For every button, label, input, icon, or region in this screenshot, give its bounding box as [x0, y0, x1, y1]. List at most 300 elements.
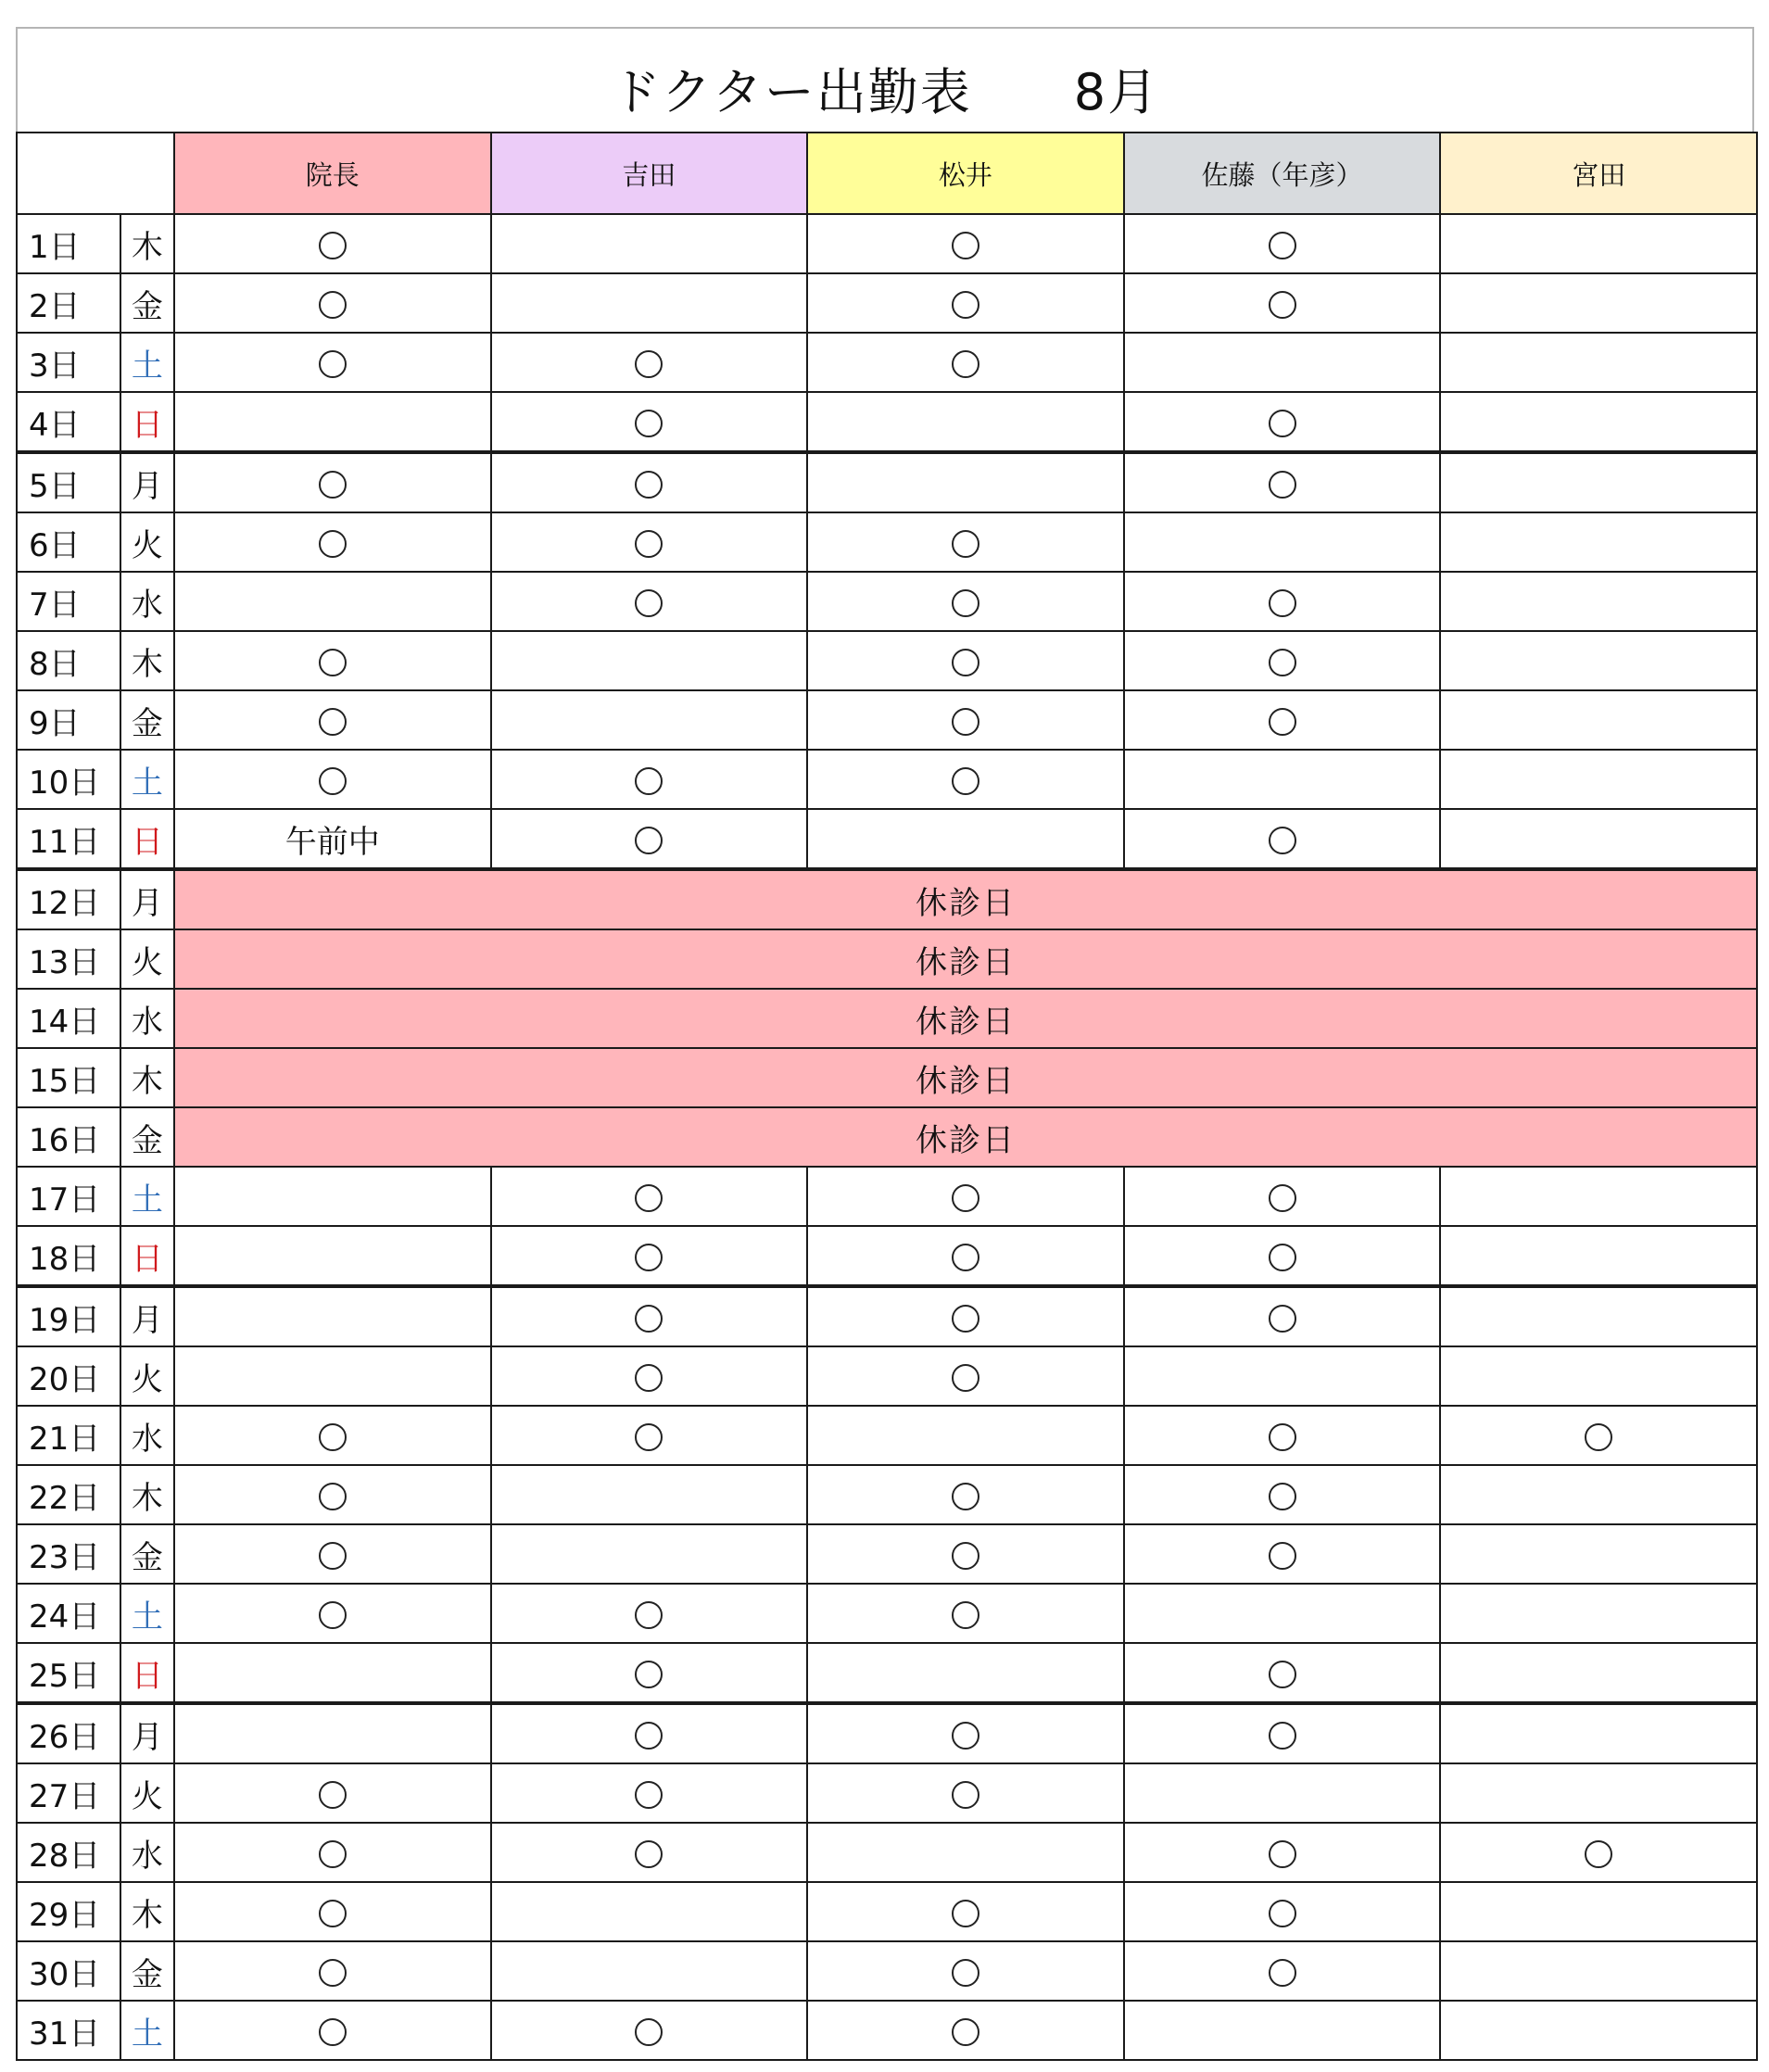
date-cell: 6日: [17, 512, 120, 572]
attendance-cell: [174, 690, 491, 750]
attendance-cell: [1124, 1167, 1441, 1226]
attendance-cell: [174, 1465, 491, 1524]
date-cell: 15日: [17, 1048, 120, 1107]
day-row: [17, 1406, 1757, 1465]
attendance-cell: [1124, 1703, 1441, 1763]
attendance-cell: [1440, 333, 1757, 392]
date-cell: 3日: [17, 333, 120, 392]
attendance-cell: [491, 333, 808, 392]
attendance-cell: [1124, 273, 1441, 333]
attendance-cell: [1124, 1524, 1441, 1584]
weekday-cell: 木: [120, 631, 174, 690]
attendance-mark: [952, 1244, 979, 1271]
attendance-note: 午前中: [284, 823, 380, 861]
weekday-cell: 月: [120, 1703, 174, 1763]
attendance-cell: [491, 1584, 808, 1643]
weekday-cell: 月: [120, 869, 174, 929]
day-row: [17, 1941, 1757, 2001]
date-cell: 7日: [17, 572, 120, 631]
attendance-cell: [1440, 1465, 1757, 1524]
date-cell: 27日: [17, 1763, 120, 1823]
attendance-cell: [1440, 750, 1757, 809]
attendance-mark: [319, 350, 347, 378]
date-cell: 28日: [17, 1823, 120, 1882]
attendance-cell: [807, 1763, 1124, 1823]
date-cell: 11日: [17, 809, 120, 869]
date-cell: 19日: [17, 1286, 120, 1346]
attendance-mark: [635, 410, 663, 437]
day-row: [17, 929, 1757, 989]
attendance-cell: [174, 333, 491, 392]
attendance-mark: [635, 1244, 663, 1271]
attendance-cell: [1124, 1941, 1441, 2001]
attendance-cell: [491, 1465, 808, 1524]
date-cell: 14日: [17, 989, 120, 1048]
date-cell: 25日: [17, 1643, 120, 1703]
attendance-mark: [1269, 471, 1296, 499]
attendance-cell: [1124, 1465, 1441, 1524]
attendance-cell: [807, 1823, 1124, 1882]
attendance-cell: [1440, 1643, 1757, 1703]
attendance-mark: [952, 708, 979, 736]
weekday-cell: 土: [120, 333, 174, 392]
day-row: [17, 333, 1757, 392]
attendance-mark: [1585, 1840, 1612, 1868]
day-row: [17, 273, 1757, 333]
attendance-mark: [319, 471, 347, 499]
weekday-cell: 土: [120, 1167, 174, 1226]
attendance-cell: [491, 750, 808, 809]
attendance-cell: [1440, 1882, 1757, 1941]
weekday-cell: 水: [120, 989, 174, 1048]
attendance-cell: [1124, 1346, 1441, 1406]
attendance-cell: [1440, 1167, 1757, 1226]
attendance-mark: [635, 767, 663, 795]
attendance-mark: [319, 1423, 347, 1451]
weekday-cell: 金: [120, 690, 174, 750]
attendance-mark: [952, 291, 979, 319]
attendance-mark: [952, 2018, 979, 2046]
attendance-table: [16, 132, 1758, 2061]
weekday-cell: 土: [120, 2001, 174, 2060]
attendance-mark: [635, 530, 663, 558]
doctor-header: 吉田: [491, 133, 808, 214]
day-row: [17, 1703, 1757, 1763]
day-row: [17, 1763, 1757, 1823]
closed-day-cell: 休診日: [174, 929, 1757, 989]
attendance-mark: [1269, 708, 1296, 736]
attendance-mark: [952, 232, 979, 259]
attendance-mark: [635, 589, 663, 617]
attendance-cell: [1124, 1882, 1441, 1941]
date-cell: 9日: [17, 690, 120, 750]
closed-day-cell: 休診日: [174, 1048, 1757, 1107]
attendance-mark: [1269, 410, 1296, 437]
attendance-cell: [807, 1524, 1124, 1584]
attendance-mark: [635, 2018, 663, 2046]
attendance-cell: [1440, 1823, 1757, 1882]
attendance-mark: [319, 708, 347, 736]
attendance-mark: [1269, 827, 1296, 854]
day-row: [17, 1226, 1757, 1286]
day-row: [17, 452, 1757, 512]
attendance-mark: [952, 1601, 979, 1629]
day-row: [17, 1643, 1757, 1703]
day-row: [17, 214, 1757, 273]
attendance-cell: [174, 1584, 491, 1643]
attendance-cell: [807, 1286, 1124, 1346]
attendance-mark: [319, 1840, 347, 1868]
attendance-mark: [1269, 1423, 1296, 1451]
day-row: [17, 989, 1757, 1048]
attendance-cell: [807, 214, 1124, 273]
attendance-cell: [1440, 1524, 1757, 1584]
date-cell: 31日: [17, 2001, 120, 2060]
day-row: [17, 1465, 1757, 1524]
weekday-cell: 月: [120, 452, 174, 512]
day-row: [17, 392, 1757, 452]
attendance-cell: [174, 512, 491, 572]
closed-day-cell: 休診日: [174, 989, 1757, 1048]
attendance-mark: [952, 1959, 979, 1987]
attendance-cell: [491, 452, 808, 512]
attendance-mark: [319, 1483, 347, 1510]
attendance-mark: [635, 471, 663, 499]
attendance-mark: [1269, 1722, 1296, 1750]
day-row: [17, 1882, 1757, 1941]
weekday-cell: 土: [120, 750, 174, 809]
attendance-cell: [1124, 333, 1441, 392]
attendance-cell: [174, 572, 491, 631]
attendance-cell: [1124, 572, 1441, 631]
attendance-mark: [635, 1840, 663, 1868]
attendance-mark: [319, 1542, 347, 1570]
attendance-cell: [174, 273, 491, 333]
attendance-cell: [491, 2001, 808, 2060]
attendance-cell: [491, 572, 808, 631]
day-row: [17, 631, 1757, 690]
attendance-cell: [1440, 1941, 1757, 2001]
weekday-cell: 水: [120, 1823, 174, 1882]
attendance-cell: [174, 1823, 491, 1882]
attendance-cell: [1440, 1406, 1757, 1465]
attendance-mark: [1269, 1840, 1296, 1868]
attendance-mark: [952, 767, 979, 795]
attendance-mark: [1269, 589, 1296, 617]
date-cell: 23日: [17, 1524, 120, 1584]
date-cell: 1日: [17, 214, 120, 273]
attendance-cell: [491, 1882, 808, 1941]
attendance-cell: [1440, 2001, 1757, 2060]
weekday-cell: 木: [120, 1048, 174, 1107]
attendance-mark: [1269, 1305, 1296, 1333]
day-row: [17, 572, 1757, 631]
attendance-cell: [1440, 631, 1757, 690]
header-row: [17, 133, 1757, 214]
attendance-mark: [952, 1364, 979, 1392]
attendance-cell: [807, 1346, 1124, 1406]
schedule-body: [17, 214, 1757, 2060]
attendance-mark: [635, 1364, 663, 1392]
attendance-cell: [1440, 512, 1757, 572]
attendance-cell: [491, 1643, 808, 1703]
attendance-mark: [1269, 1184, 1296, 1212]
attendance-cell: [1440, 1763, 1757, 1823]
attendance-cell: [174, 1763, 491, 1823]
weekday-cell: 木: [120, 214, 174, 273]
attendance-cell: [807, 631, 1124, 690]
attendance-mark: [1269, 1959, 1296, 1987]
date-cell: 29日: [17, 1882, 120, 1941]
attendance-cell: [1124, 1406, 1441, 1465]
attendance-mark: [1269, 1661, 1296, 1688]
attendance-mark: [952, 1542, 979, 1570]
attendance-cell: [1124, 809, 1441, 869]
attendance-cell: [491, 1763, 808, 1823]
doctor-header: 松井: [807, 133, 1124, 214]
weekday-cell: 日: [120, 809, 174, 869]
attendance-cell: [491, 512, 808, 572]
attendance-cell: [174, 1524, 491, 1584]
attendance-mark: [319, 1959, 347, 1987]
attendance-cell: [807, 572, 1124, 631]
date-cell: 20日: [17, 1346, 120, 1406]
doctor-header: 佐藤（年彦）: [1124, 133, 1441, 214]
attendance-cell: [491, 1167, 808, 1226]
attendance-cell: [174, 1406, 491, 1465]
attendance-cell: [1124, 452, 1441, 512]
attendance-cell: [174, 1226, 491, 1286]
attendance-cell: [174, 1703, 491, 1763]
attendance-cell: [491, 273, 808, 333]
weekday-cell: 日: [120, 392, 174, 452]
attendance-mark: [1269, 1542, 1296, 1570]
attendance-cell: [1440, 392, 1757, 452]
attendance-cell: [491, 1823, 808, 1882]
attendance-cell: [491, 1703, 808, 1763]
day-row: [17, 1346, 1757, 1406]
attendance-cell: [174, 1286, 491, 1346]
day-row: [17, 1584, 1757, 1643]
attendance-mark: [952, 649, 979, 676]
date-cell: 4日: [17, 392, 120, 452]
attendance-mark: [952, 1184, 979, 1212]
doctor-header: 宮田: [1440, 133, 1757, 214]
attendance-cell: [807, 452, 1124, 512]
attendance-mark: [319, 649, 347, 676]
attendance-mark: [952, 530, 979, 558]
attendance-cell: [807, 273, 1124, 333]
attendance-cell: [174, 631, 491, 690]
attendance-cell: [174, 1882, 491, 1941]
attendance-cell: [1440, 1346, 1757, 1406]
attendance-mark: [635, 1601, 663, 1629]
attendance-cell: [491, 1286, 808, 1346]
attendance-cell: [1440, 452, 1757, 512]
weekday-cell: 火: [120, 1763, 174, 1823]
date-cell: 8日: [17, 631, 120, 690]
day-row: [17, 750, 1757, 809]
attendance-mark: [635, 1781, 663, 1809]
attendance-cell: [807, 1882, 1124, 1941]
date-cell: 12日: [17, 869, 120, 929]
attendance-mark: [319, 530, 347, 558]
attendance-mark: [952, 1900, 979, 1927]
attendance-cell: [807, 1465, 1124, 1524]
page-title: [18, 53, 1752, 124]
weekday-cell: 木: [120, 1465, 174, 1524]
attendance-cell: [1124, 1763, 1441, 1823]
day-row: [17, 1823, 1757, 1882]
attendance-cell: [1440, 214, 1757, 273]
weekday-cell: 火: [120, 929, 174, 989]
attendance-cell: [1440, 1226, 1757, 1286]
day-row: [17, 1524, 1757, 1584]
attendance-cell: [174, 809, 491, 869]
attendance-cell: [174, 392, 491, 452]
date-cell: 13日: [17, 929, 120, 989]
attendance-mark: [952, 1722, 979, 1750]
weekday-cell: 日: [120, 1643, 174, 1703]
attendance-mark: [1269, 649, 1296, 676]
attendance-cell: [807, 690, 1124, 750]
attendance-mark: [635, 1184, 663, 1212]
title-bar: [16, 27, 1754, 132]
weekday-cell: 金: [120, 1524, 174, 1584]
attendance-cell: [807, 1703, 1124, 1763]
attendance-cell: [1124, 1226, 1441, 1286]
attendance-cell: [491, 1346, 808, 1406]
attendance-cell: [1124, 214, 1441, 273]
attendance-mark: [952, 1483, 979, 1510]
attendance-cell: [491, 1226, 808, 1286]
attendance-cell: [1440, 1584, 1757, 1643]
day-row: [17, 1107, 1757, 1167]
attendance-mark: [635, 1722, 663, 1750]
attendance-cell: [174, 2001, 491, 2060]
attendance-cell: [174, 1167, 491, 1226]
attendance-mark: [1269, 1244, 1296, 1271]
date-cell: 18日: [17, 1226, 120, 1286]
attendance-mark: [319, 291, 347, 319]
weekday-cell: 金: [120, 1107, 174, 1167]
attendance-cell: [174, 214, 491, 273]
attendance-mark: [952, 1305, 979, 1333]
date-cell: 26日: [17, 1703, 120, 1763]
day-row: [17, 1286, 1757, 1346]
weekday-cell: 水: [120, 1406, 174, 1465]
day-row: [17, 1048, 1757, 1107]
day-row: [17, 2001, 1757, 2060]
date-cell: 21日: [17, 1406, 120, 1465]
attendance-cell: [807, 750, 1124, 809]
attendance-cell: [1440, 1703, 1757, 1763]
attendance-cell: [807, 1643, 1124, 1703]
date-cell: 10日: [17, 750, 120, 809]
title-text: ドクター出勤表: [610, 63, 972, 121]
attendance-cell: [1124, 1584, 1441, 1643]
attendance-mark: [635, 1423, 663, 1451]
attendance-cell: [174, 1346, 491, 1406]
date-cell: 16日: [17, 1107, 120, 1167]
attendance-cell: [807, 512, 1124, 572]
attendance-cell: [1124, 690, 1441, 750]
weekday-cell: 金: [120, 1941, 174, 2001]
attendance-mark: [952, 350, 979, 378]
attendance-cell: [1124, 1823, 1441, 1882]
day-row: [17, 809, 1757, 869]
attendance-mark: [952, 589, 979, 617]
attendance-cell: [174, 1643, 491, 1703]
attendance-cell: [1440, 273, 1757, 333]
attendance-cell: [807, 1406, 1124, 1465]
weekday-cell: 火: [120, 1346, 174, 1406]
day-row: [17, 1167, 1757, 1226]
attendance-mark: [635, 1305, 663, 1333]
attendance-cell: [1124, 392, 1441, 452]
day-row: [17, 690, 1757, 750]
attendance-cell: [807, 1226, 1124, 1286]
date-cell: 30日: [17, 1941, 120, 2001]
corner-header: [17, 133, 174, 214]
weekday-cell: 日: [120, 1226, 174, 1286]
attendance-cell: [1440, 572, 1757, 631]
schedule-sheet: [16, 27, 1758, 2065]
attendance-cell: [1440, 809, 1757, 869]
attendance-cell: [491, 809, 808, 869]
closed-day-cell: 休診日: [174, 1107, 1757, 1167]
date-cell: 17日: [17, 1167, 120, 1226]
date-cell: 24日: [17, 1584, 120, 1643]
attendance-cell: [491, 1524, 808, 1584]
weekday-cell: 金: [120, 273, 174, 333]
title-month: 8月: [1073, 63, 1160, 121]
attendance-cell: [1124, 631, 1441, 690]
attendance-mark: [319, 1601, 347, 1629]
day-row: [17, 512, 1757, 572]
attendance-cell: [491, 631, 808, 690]
attendance-mark: [1269, 232, 1296, 259]
day-row: [17, 869, 1757, 929]
attendance-mark: [319, 232, 347, 259]
attendance-cell: [1440, 690, 1757, 750]
attendance-cell: [807, 1167, 1124, 1226]
attendance-cell: [1124, 2001, 1441, 2060]
date-cell: 22日: [17, 1465, 120, 1524]
attendance-cell: [174, 750, 491, 809]
attendance-mark: [1269, 1900, 1296, 1927]
attendance-cell: [1124, 1643, 1441, 1703]
attendance-cell: [807, 1941, 1124, 2001]
attendance-cell: [174, 452, 491, 512]
attendance-cell: [491, 1941, 808, 2001]
weekday-cell: 木: [120, 1882, 174, 1941]
attendance-cell: [807, 1584, 1124, 1643]
weekday-cell: 火: [120, 512, 174, 572]
attendance-mark: [1269, 291, 1296, 319]
attendance-mark: [635, 1661, 663, 1688]
weekday-cell: 土: [120, 1584, 174, 1643]
attendance-mark: [1269, 1483, 1296, 1510]
attendance-cell: [491, 690, 808, 750]
closed-day-cell: 休診日: [174, 869, 1757, 929]
doctor-header: 院長: [174, 133, 491, 214]
attendance-cell: [1440, 1286, 1757, 1346]
attendance-cell: [807, 392, 1124, 452]
attendance-mark: [319, 2018, 347, 2046]
attendance-mark: [635, 350, 663, 378]
date-cell: 5日: [17, 452, 120, 512]
